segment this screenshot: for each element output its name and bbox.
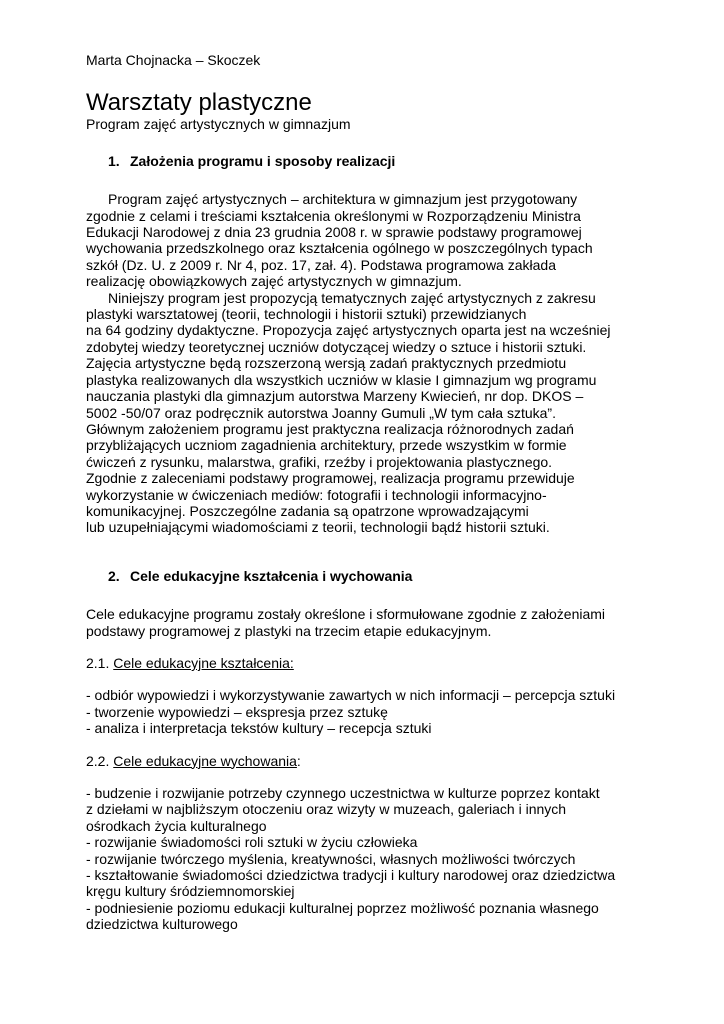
- paragraph-line: plastyka realizowanych dla wszystkich uczniów w klasie I gimnazjum wg programu: [86, 371, 597, 388]
- subsection-2-1-heading: [86, 655, 646, 671]
- document-title: Warsztaty plastyczne: [86, 89, 312, 117]
- paragraph-line: wykorzystanie w ćwiczeniach mediów: fotografii i technologii informacyjno-: [86, 486, 547, 503]
- paragraph-line: lub uzupełniającymi wiadomościami z teorii, technologii bądź historii sztuki.: [86, 519, 550, 536]
- list-item: - rozwijanie twórczego myślenia, kreatywności, własnych możliwości twórczych: [86, 850, 576, 867]
- paragraph-line: Niniejszy program jest propozycją tematycznych zajęć artystycznych z zakresu: [108, 289, 596, 306]
- subsection-2-2-heading: [86, 753, 646, 769]
- list-item: - tworzenie wypowiedzi – ekspresja przez sztukę: [86, 703, 388, 720]
- subsection-2-2-colon: :: [296, 752, 301, 769]
- list-item: ośrodkach życia kulturalnego: [86, 817, 267, 834]
- paragraph-line: przybliżających uczniom zagadnienia architektury, przede wszystkim w formie: [86, 437, 567, 454]
- paragraph-line: na 64 godziny dydaktyczne. Propozycja zajęć artystycznych oparta jest na wcześniej: [86, 322, 611, 339]
- author: Marta Chojnacka – Skoczek: [86, 52, 261, 68]
- section-1-heading: [108, 153, 646, 169]
- paragraph-line: zdobytej wiedzy teoretycznej uczniów dotyczącej wiedzy o sztuce i historii sztuki.: [86, 338, 587, 355]
- list-item: - kształtowanie świadomości dziedzictwa tradycji i kultury narodowej oraz dziedzictwa: [86, 867, 616, 884]
- list-item: - odbiór wypowiedzi i wykorzystywanie zawartych w nich informacji – percepcja sztuki: [86, 687, 616, 704]
- list-item: - budzenie i rozwijanie potrzeby czynnego uczestnictwa w kulturze poprzez kontakt: [86, 785, 600, 801]
- paragraph-line: szkół (Dz. U. z 2009 r. Nr 4, poz. 17, zał. 4). Podstawa programowa zakłada: [86, 256, 556, 273]
- subsection-2-1-title: Cele edukacyjne kształcenia:: [113, 654, 294, 671]
- document-content: [86, 52, 646, 933]
- document-subtitle: Program zajęć artystycznych w gimnazjum: [86, 116, 351, 133]
- list-item: kręgu kultury śródziemnomorskiej: [86, 883, 295, 900]
- paragraph-line: realizację obowiązkowych zajęć artystycznych w gimnazjum.: [86, 273, 462, 290]
- paragraph-line: Program zajęć artystycznych – architektura w gimnazjum jest przygotowany: [108, 191, 578, 208]
- paragraph-line: ćwiczeń z rysunku, malarstwa, grafiki, rzeźby i projektowania plastycznego.: [86, 453, 553, 470]
- paragraph-line: nauczania plastyki dla gimnazjum autorstwa Marzeny Kwiecień, nr dop. DKOS –: [86, 388, 584, 405]
- list-item: - rozwijanie świadomości roli sztuki w życiu człowieka: [86, 834, 418, 851]
- section-2-title: Cele edukacyjne kształcenia i wychowania: [130, 567, 413, 584]
- paragraph-line: plastyki warsztatowej (teorii, technologii i historii sztuki) przewidzianych: [86, 306, 527, 323]
- section-1-number: 1.: [108, 152, 120, 169]
- subsection-2-2-number: 2.2.: [86, 752, 110, 769]
- list-item: - analiza i interpretacja tekstów kultury – recepcja sztuki: [86, 720, 432, 737]
- subsection-2-2-title: Cele edukacyjne wychowania: [113, 752, 297, 769]
- paragraph-line: Zgodnie z zaleceniami podstawy programowej, realizacja programu przewiduje: [86, 470, 575, 487]
- paragraph-line: zgodnie z celami i treściami kształcenia określonymi w Rozporządzeniu Ministra: [86, 207, 581, 224]
- section-1-body: [86, 191, 646, 536]
- section-2-number: 2.: [108, 567, 120, 584]
- list-item: - podniesienie poziomu edukacji kulturalnej poprzez możliwość poznania własnego: [86, 899, 599, 916]
- paragraph-line: wychowania przedszkolnego oraz kształcenia ogólnego w poszczególnych typach: [86, 240, 593, 257]
- paragraph-line: komunikacyjnej. Poszczególne zadania są opatrzone wprowadzającymi: [86, 502, 529, 519]
- paragraph-line: Głównym założeniem programu jest praktyczna realizacja różnorodnych zadań: [86, 420, 574, 437]
- paragraph-line: 5002 -50/07 oraz podręcznik autorstwa Joanny Gumuli „W tym cała sztuka”.: [86, 404, 556, 421]
- intro-line: podstawy programowej z plastyki na trzecim etapie edukacyjnym.: [86, 622, 492, 639]
- intro-line: Cele edukacyjne programu zostały określone i sformułowane zgodnie z założeniami: [86, 606, 606, 623]
- paragraph-line: Zajęcia artystyczne będą rozszerzoną wersją zadań praktycznych przedmiotu: [86, 355, 567, 372]
- section-1-title: Założenia programu i sposoby realizacji: [130, 152, 396, 169]
- list-item: dziedzictwa kulturowego: [86, 916, 238, 933]
- section-2-heading: [108, 568, 646, 584]
- list-item: z dziełami w najbliższym otoczeniu oraz wizyty w muzeach, galeriach i innych: [86, 801, 567, 818]
- paragraph-line: Edukacji Narodowej z dnia 23 grudnia 2008 r. w sprawie podstawy programowej: [86, 224, 582, 241]
- subsection-2-1-number: 2.1.: [86, 654, 110, 671]
